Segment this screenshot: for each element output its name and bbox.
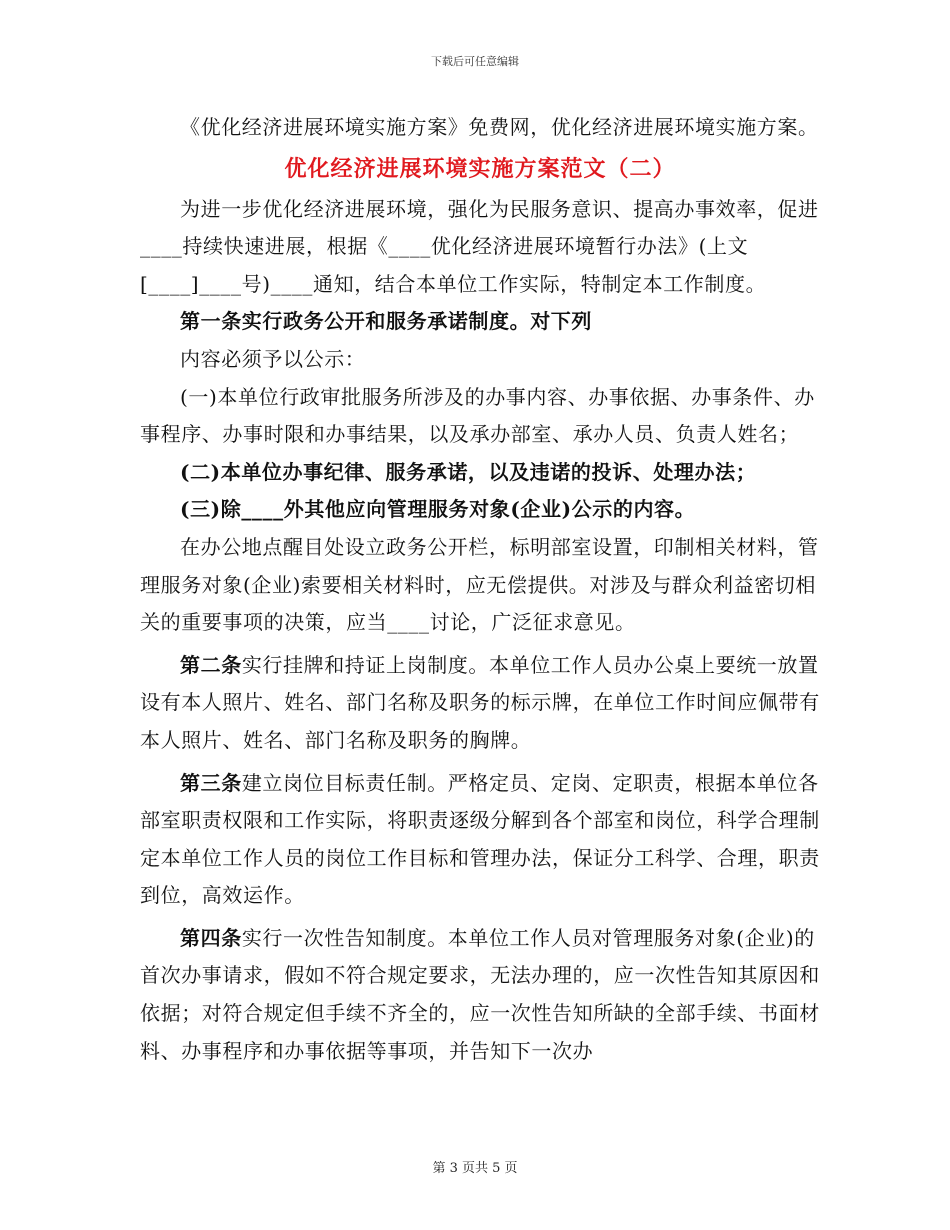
disclosure-paragraph: 在办公地点醒目处设立政务公开栏，标明部室设置，印制相关材料，管理服务对象(企业)索要相关材料时，应无偿提供。对涉及与群众利益密切相关的重要事项的决策，应当____讨论，广泛征求意见。 <box>140 534 819 635</box>
article-4-label: 第四条 <box>180 925 242 950</box>
list-item-1: (一)本单位行政审批服务所涉及的办事内容、办事依据、办事条件、办事程序、办事时限和办事结果，以及承办部室、承办人员、负责人姓名； <box>140 384 815 447</box>
article-2-label: 第二条 <box>180 652 242 677</box>
article-3-text: 建立岗位目标责任制。严格定员、定岗、定职责，根据本单位各部室职责权限和工作实际，将职责逐级分解到各个部室和岗位，科学合理制定本单位工作人员的岗位工作目标和管理办法，保证分工科学、合理，职责到位，高效运作。 <box>140 770 820 908</box>
article-2-paragraph <box>140 647 820 760</box>
document-body <box>140 109 820 1070</box>
list-item-3: (三)除____外其他应向管理服务对象(企业)公示的内容。 <box>180 497 696 522</box>
article-1-heading: 第一条实行政务公开和服务承诺制度。对下列 <box>180 309 592 334</box>
article-3-label: 第三条 <box>180 770 242 795</box>
article-4-text: 实行一次性告知制度。本单位工作人员对管理服务对象(企业)的首次办事请求，假如不符合规定要求，无法办理的，应一次性告知其原因和依据；对符合规定但手续不齐全的，应一次性告知所缺的全部手续、书面材料、办事程序和办事依据等事项，并告知下一次办 <box>140 925 820 1063</box>
article-4-paragraph <box>140 920 820 1070</box>
list-item-2: (二)本单位办事纪律、服务承诺，以及违诺的投诉、处理办法； <box>180 459 757 484</box>
article-1-tail: 内容必须予以公示： <box>180 346 366 371</box>
opening-paragraph: 为进一步优化经济进展环境，强化为民服务意识、提高办事效率，促进____持续快速进展，根据《____优化经济进展环境暂行办法》(上文[____]____号)____通知，结合本单位工作实际，特制定本工作制度。 <box>140 196 819 296</box>
article-2-text: 实行挂牌和持证上岗制度。本单位工作人员办公桌上要统一放置设有本人照片、姓名、部门名称及职务的标示牌，在单位工作时间应佩带有本人照片、姓名、部门名称及职务的胸牌。 <box>140 652 820 752</box>
section-title: 优化经济进展环境实施方案范文（二） <box>284 155 676 182</box>
article-3-paragraph <box>140 765 820 915</box>
intro-paragraph: 《优化经济进展环境实施方案》免费网，优化经济进展环境实施方案。 <box>180 115 819 139</box>
page-footer: 第 3 页共 5 页 <box>432 1161 518 1176</box>
page-header: 下载后可任意编辑 <box>431 55 519 68</box>
